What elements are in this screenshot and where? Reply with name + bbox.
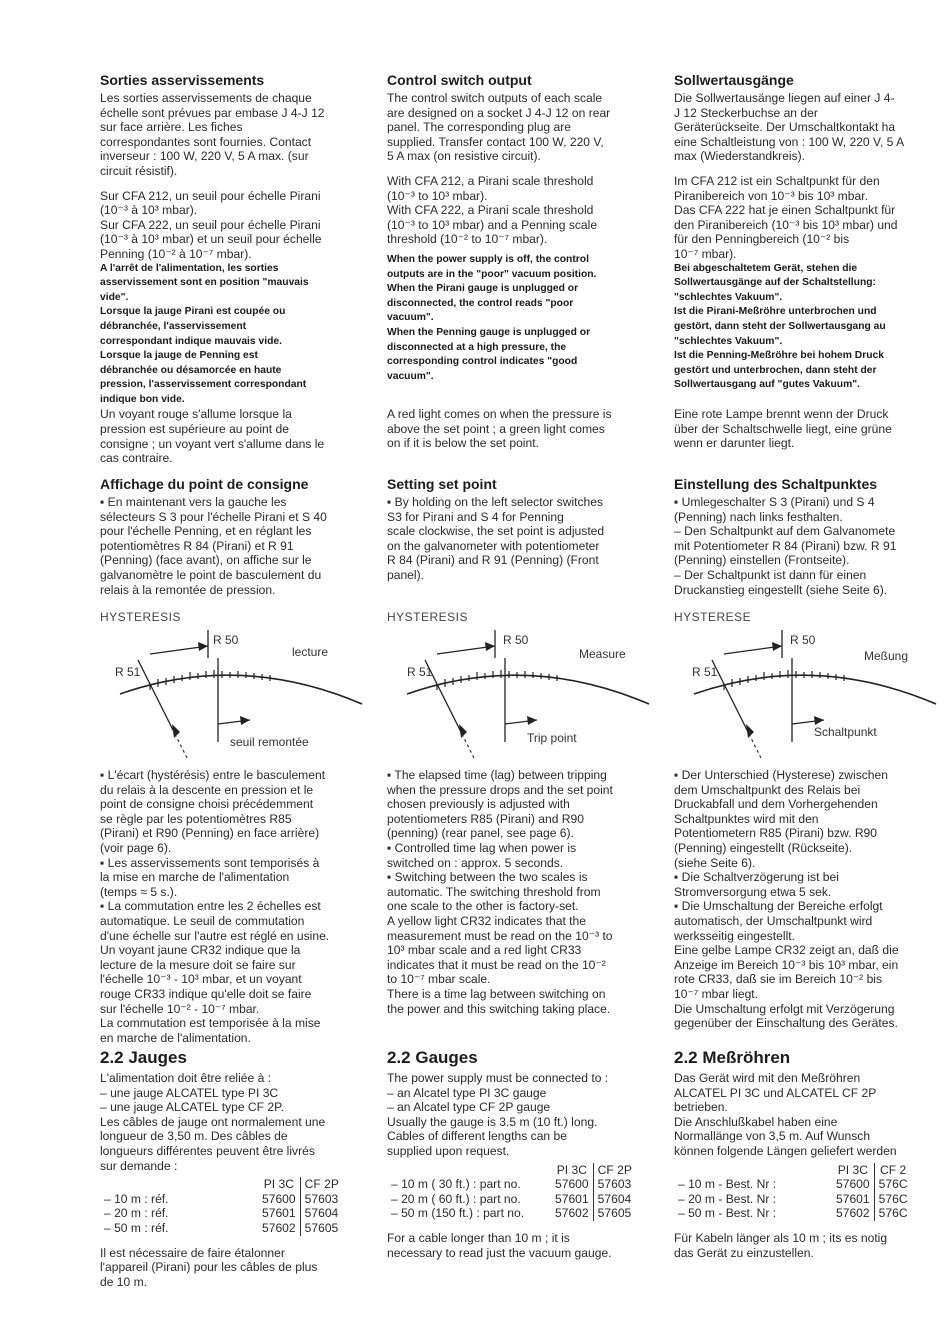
measure-label: lecture (292, 645, 329, 659)
outputs-title: Control switch output (387, 72, 532, 88)
outputs-text: Die Sollwertausänge liegen auf einer J 4- J 12 Steckerbuchse an der Geräterückseite. Der Umschaltkontakt ha eine Schaltleistung von : 100 W, 220 V, 5 A max (Wiederstandkreis). (674, 91, 905, 164)
gauges-title: 2.2 Jauges (100, 1048, 187, 1067)
hysteresis-label: HYSTERESIS (387, 610, 469, 624)
measure-label: Meßung (864, 649, 909, 663)
light-text: A red light comes on when the pressure is above the set point ; a green light comes on if it is below the set point. (387, 407, 612, 451)
light-text: Eine rote Lampe brennt wenn der Druck über der Schaltschwelle liegt, eine grüne wenn er darunter liegt. (674, 407, 892, 451)
hysteresis-diagram (387, 610, 659, 774)
r50-label: R 50 (503, 633, 529, 647)
column-pi3c: PI 3C (837, 1162, 868, 1177)
table-row: – 10 m - Best. Nr : 57600 576C (674, 1177, 912, 1192)
footer-text: For a cable longer than 10 m ; it is necessary to read just the vacuum gauge. (387, 1230, 612, 1260)
r50-label: R 50 (790, 633, 816, 647)
gauges-text: L'alimentation doit être reliée à : – une jauge ALCATEL type PI 3C – une jauge ALCATEL type CF 2P. Les câbles de jauge ont normalement une longueur de 3,50 m. Des câbles de longueurs différentes peuvent être livrés sur demande : (100, 1071, 326, 1173)
hysteresis-text: ▪ Der Unterschied (Hysterese) zwischen dem Umschaltpunkt des Relais bei Druckabfall und dem Vorhergehenden Schaltpunktes wird mit den Potentiometern R85 (Pirani) bzw. R90 (Penning) eingestellt (Rückseite). (siehe Seite 6). ▪ Die Schaltverzögerung ist bei Stromversorgung etwa 5 sek. ▪ Die Umschaltung der Bereiche erfolgt automatisch, der Umschaltpunkt wird werksseitig eingestellt. Eine gelbe Lampe CR32 zeigt an, daß die Anzeige im Bereich 10⁻³ bis 10³ mbar, ein rote CR33, daß sie im Bereich 10⁻² bis 10⁻⁷ mbar liegt. Die Umschaltung erfolgt mit Verzögerung gegenüber der Einschaltung des Gerätes. (674, 768, 899, 1031)
hysteresis-svg (100, 624, 372, 774)
hysteresis-text: ▪ L'écart (hystérésis) entre le basculement du relais à la descente en pression et le point de consigne choisi précédemment se règle par les potentiomètres R85 (Pirani) et R90 (Penning) en face arrière) (voir page 6). ▪ Les asservissements sont temporisés à la mise en marche de l'alimentation (temps ≈ 5 s.). ▪ La commutation entre les 2 échelles est automatique. Le seuil de commutation d'une échelle sur l'autre est réglé en usine. Un voyant jaune CR32 indique que la lecture de la mesure doit se faire sur l'échelle 10⁻³ - 10³ mbar, et un voyant rouge CR33 indique qu'elle doit se faire sur l'échelle 10⁻² - 10⁻⁷ mbar. La commutation est temporisée à la mise en marche de l'alimentation. (100, 768, 330, 1045)
footer-text: Für Kabeln länger als 10 m ; its es notig das Gerät zu einzustellen. (674, 1230, 888, 1260)
hysteresis-diagram (100, 610, 372, 774)
cable-table (674, 1163, 912, 1221)
thresholds-text: Im CFA 212 ist ein Schaltpunkt für den Piranibereich von 10⁻³ bis 10³ mbar. Das CFA 222 hat je einen Schaltpunkt für den Piranibereich (10⁻³ bis 10³ mbar) und für den Penningbereich (10⁻² bis 10⁻⁷ mbar). (674, 173, 898, 261)
setpoint-text: ▪ By holding on the left selector switches S3 for Pirani and S 4 for Penning scale clockwise, the set point is adjusted on the galvanometer with potentiometer R 84 (Pirani) and R 91 (Penning) (Front panel). (387, 495, 605, 582)
hysteresis-label: HYSTERESIS (100, 610, 182, 624)
trip-point-label: Schaltpunkt (814, 725, 877, 739)
measure-label: Measure (579, 647, 626, 661)
r50-label: R 50 (213, 633, 239, 647)
gauges-text: Das Gerät wird mit den Meßröhren ALCATEL PI 3C und ALCATEL CF 2P betrieben. Die Anschlußkabel haben eine Normallänge von 3,5 m. Auf Wunsch können folgende Längen geliefert werden (674, 1071, 897, 1158)
light-text: Un voyant rouge s'allume lorsque la pression est supérieure au point de consigne ; un voyant vert s'allume dans le cas contraire. (100, 407, 325, 466)
outputs-bold-text: When the power supply is off, the control outputs are in the "poor" vacuum position. When the Pirani gauge is unplugged or disconnected, the control reads "poor vacuum". When the Penning gauge is unplugged or disconnected at a high pressure, the corresponding control indicates "good vacuum". (387, 253, 597, 382)
hysteresis-diagram (674, 610, 946, 774)
hysteresis-text: ▪ The elapsed time (lag) between tripping when the pressure drops and the set point chosen previously is adjusted with potentiometers R85 (Pirani) and R90 (penning) (rear panel, see page 6). ▪ Controlled time lag when power is switched on : approx. 5 seconds. ▪ Switching between the two scales is automatic. The switching threshold from one scale to the other is factory-set. A yellow light CR32 indicates that the measurement must be read on the 10⁻³ to 10³ mbar scale and a red light CR33 indicates that it must be read on the 10⁻² to 10⁻⁷ mbar scale. There is a time lag between switching on the power and this switching taking place. (387, 768, 613, 1016)
gauges-title: 2.2 Gauges (387, 1048, 478, 1067)
hysteresis-svg (674, 624, 946, 774)
column-cf2p: CF 2P (300, 1177, 343, 1192)
r51-label: R 51 (115, 665, 141, 679)
thresholds-text: Sur CFA 212, un seuil pour échelle Pirani (10⁻³ à 10³ mbar). Sur CFA 222, un seuil pour échelle Pirani (10⁻³ à 10³ mbar) et un seuil pour échelle Penning (10⁻² à 10⁻⁷ mbar). (100, 188, 322, 261)
table-row: – 20 m : réf. 57601 57604 (100, 1206, 343, 1221)
footer-text: Il est nécessaire de faire étalonner l'appareil (Pirani) pour les câbles de plus de 10 m. (100, 1245, 318, 1289)
table-row: – 20 m ( 60 ft.) : part no. 57601 57604 (387, 1192, 636, 1207)
outputs-text: The control switch outputs of each scale are designed on a socket J 4-J 12 on rear panel. The corresponding plug are supplied. Transfer contact 100 W, 220 V, 5 A max (on resistive circuit). (387, 91, 611, 164)
cable-table (387, 1163, 636, 1221)
table-row: – 10 m ( 30 ft.) : part no. 57600 57603 (387, 1177, 636, 1192)
trip-point-label: Trip point (527, 731, 577, 745)
r51-label: R 51 (407, 665, 433, 679)
outputs-title: Sollwertausgänge (674, 72, 794, 88)
outputs-bold-text: A l'arrêt de l'alimentation, les sorties asservissement sont en position "mauvais vide". Lorsque la jauge Pirani est coupée ou débranchée, l'asservissement correspondant indique mauvais vide. Lorsque la jauge de Penning est débranchée ou désamorcée en haute pression, l'asservissement correspondant indique bon vide. (100, 262, 309, 405)
hysteresis-svg (387, 624, 659, 774)
column-cf2p: CF 2 (874, 1163, 911, 1178)
outputs-title: Sorties asservissements (100, 72, 265, 88)
table-row: – 50 m : réf. 57602 57605 (100, 1221, 343, 1236)
table-row: – 50 m - Best. Nr : 57602 576C (674, 1206, 912, 1221)
gauges-text: The power supply must be connected to : – an Alcatel type PI 3C gauge – an Alcatel type CF 2P gauge Usually the gauge is 3.5 m (10 ft.) long. Cables of different lengths can be supplied upon request. (387, 1071, 609, 1158)
cable-table (100, 1177, 343, 1235)
setpoint-title: Einstellung des Schaltpunktes (674, 476, 878, 492)
r51-label: R 51 (692, 665, 718, 679)
setpoint-title: Affichage du point de consigne (100, 476, 309, 492)
gauges-title: 2.2 Meßröhren (674, 1048, 791, 1067)
outputs-bold-text: Bei abgeschaltetem Gerät, stehen die Sollwertausgänge auf der Schaltstellung: "schlechtes Vakuum". Ist die Pirani-Meßröhre unterbrochen und gestört, dann steht der Sollwertausgang au "schlechtes Vakuum". Ist die Penning-Meßröhre bei hohem Druck gestört und unterbrochen, dann steht der Sollwertausgang auf "gutes Vakuum". (674, 262, 886, 391)
table-row: – 20 m - Best. Nr : 57601 576C (674, 1192, 912, 1207)
trip-point-label: seuil remontée (230, 735, 309, 749)
table-row: – 10 m : réf. 57600 57603 (100, 1192, 343, 1207)
setpoint-text: ▪ En maintenant vers la gauche les sélecteurs S 3 pour l'échelle Pirani et S 40 pour l'échelle Penning, et en réglant les potentiomètres R 84 (Pirani) et R 91 (Penning) (face avant), on affiche sur le galvanomètre le point de basculement du relais à la remontée de pression. (100, 495, 327, 597)
column-pi3c: PI 3C (556, 1162, 587, 1177)
table-row: – 50 m (150 ft.) : part no. 57602 57605 (387, 1206, 636, 1221)
column-cf2p: CF 2P (593, 1163, 636, 1178)
outputs-text: Les sorties asservissements de chaque échelle sont prévues par embase J 4-J 12 sur face arrière. Les fiches correspondantes sont fournies. Contact inverseur : 100 W, 220 V, 5 A max. (sur circuit résistif). (100, 91, 325, 178)
thresholds-text: With CFA 212, a Pirani scale threshold (10⁻³ to 10³ mbar). With CFA 222, a Pirani scale threshold (10⁻³ to 10³ mbar) and a Penning scale threshold (10⁻² to 10⁻⁷ mbar). (387, 173, 598, 247)
hysteresis-label: HYSTERESE (674, 610, 752, 624)
setpoint-text: ▪ Umlegeschalter S 3 (Pirani) und S 4 (Penning) nach links festhalten. – Den Schaltpunkt auf dem Galvanomete mit Potentiometer R 84 (Pirani) bzw. R 91 (Penning) einstellen (Frontseite). – Der Schaltpunkt ist dann für einen Druckanstieg eingestellt (siehe Seite 6). (674, 495, 897, 597)
column-pi3c: PI 3C (263, 1177, 294, 1192)
setpoint-title: Setting set point (387, 476, 497, 492)
